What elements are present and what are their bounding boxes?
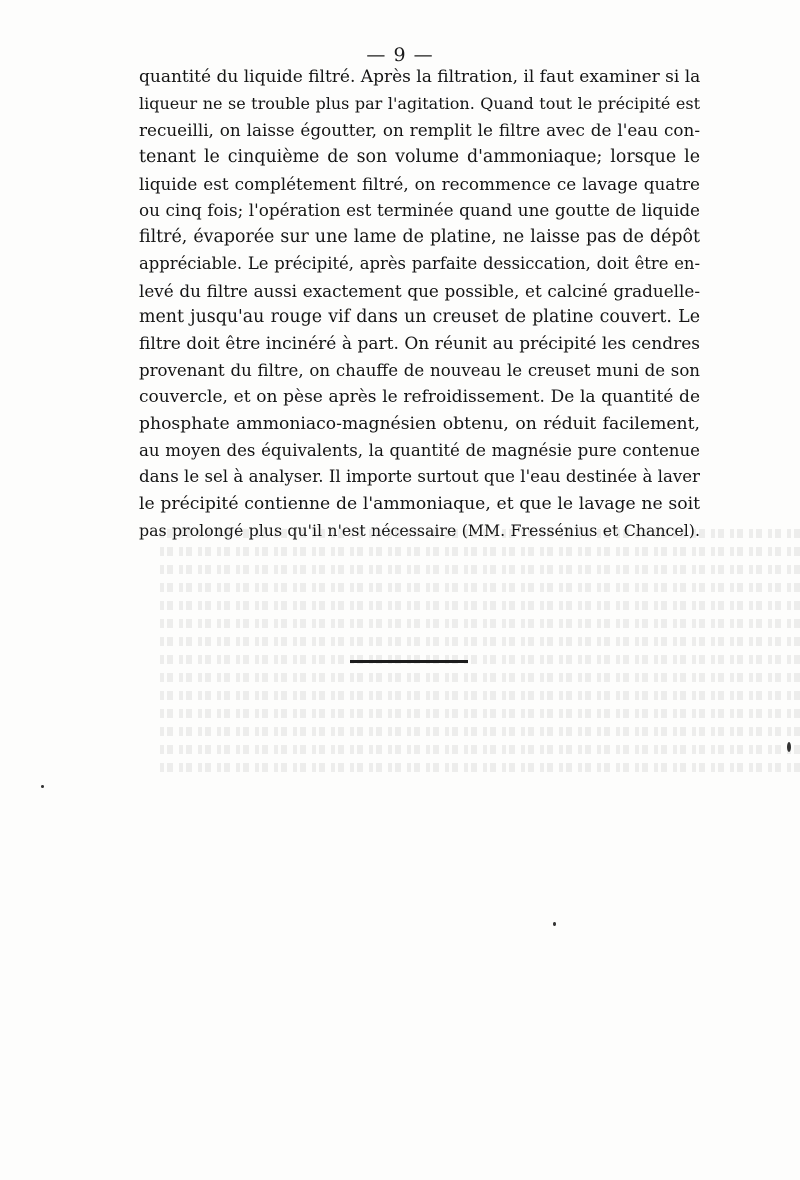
text-line: phosphate ammoniaco-magnésien obtenu, on réduit facilement,	[139, 413, 700, 434]
text-line: pas prolongé plus qu'il n'est nécessaire (MM. Fressénius et Chancel).	[139, 520, 700, 540]
text-line: ou cinq fois; l'opération est terminée quand une goutte de liquide	[139, 200, 700, 221]
text-line: liquide est complétement filtré, on recommence ce lavage quatre	[139, 173, 700, 194]
paper-speck	[787, 742, 791, 752]
paper-speck	[41, 785, 44, 788]
text-line: appréciable. Le précipité, après parfaite dessiccation, doit être en-	[139, 253, 700, 273]
text-line: filtré, évaporée sur une lame de platine, ne laisse pas de dépôt	[139, 227, 700, 248]
body-paragraph	[139, 64, 700, 544]
text-line: couvercle, et on pèse après le refroidissement. De la quantité de	[139, 387, 700, 408]
paper-speck	[553, 922, 556, 926]
text-line: ment jusqu'au rouge vif dans un creuset de platine couvert. Le	[139, 307, 700, 328]
text-line: filtre doit être incinéré à part. On réunit au précipité les cendres	[139, 333, 700, 354]
text-line: recueilli, on laisse égoutter, on remplit le filtre avec de l'eau con-	[139, 120, 700, 141]
text-line: quantité du liquide filtré. Après la filtration, il faut examiner si la	[139, 67, 700, 87]
text-line: le précipité contienne de l'ammoniaque, et que le lavage ne soit	[139, 494, 700, 514]
bleed-through-texture	[160, 520, 800, 900]
text-line: liqueur ne se trouble plus par l'agitation. Quand tout le précipité est	[139, 93, 700, 113]
text-line: au moyen des équivalents, la quantité de magnésie pure contenue	[139, 440, 700, 460]
text-line: dans le sel à analyser. Il importe surtout que l'eau destinée à laver	[139, 467, 700, 487]
page-number: — 9 —	[366, 44, 434, 66]
text-line: provenant du filtre, on chauffe de nouveau le creuset muni de son	[139, 360, 700, 380]
text-line: levé du filtre aussi exactement que possible, et calciné graduelle-	[139, 280, 700, 301]
section-divider-rule	[350, 660, 468, 663]
text-line: tenant le cinquième de son volume d'ammoniaque; lorsque le	[139, 147, 700, 168]
